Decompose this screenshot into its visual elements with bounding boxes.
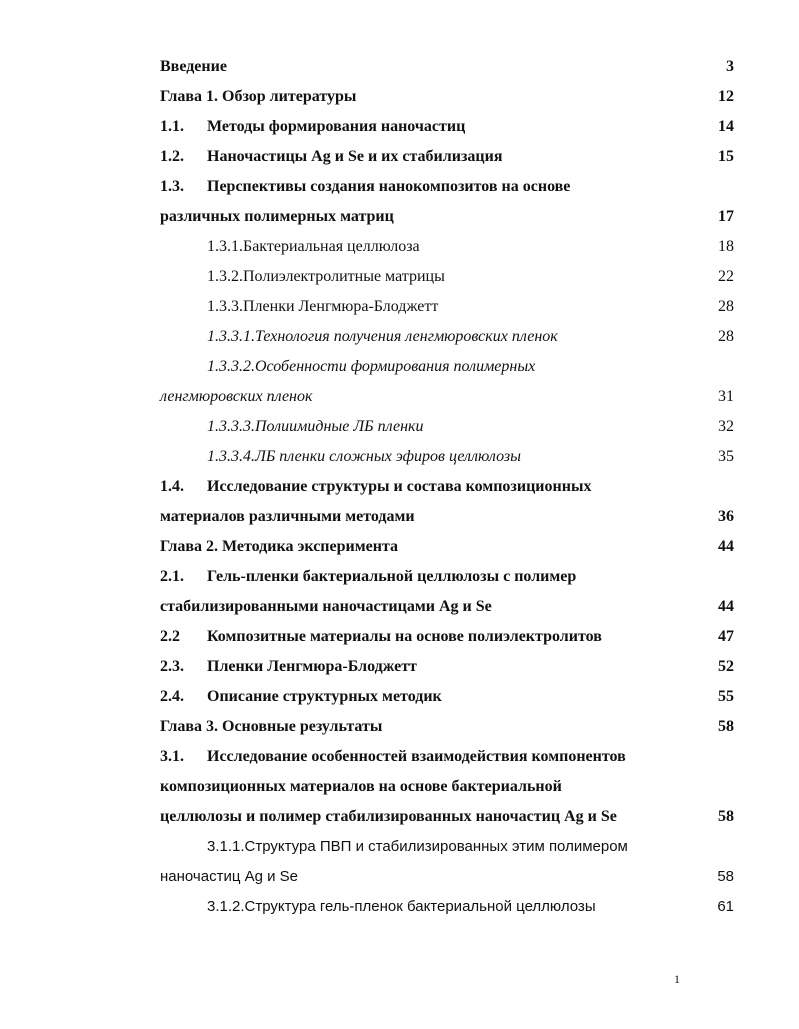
toc-entry-page: 12: [718, 88, 734, 105]
toc-entry-title: 3.1.2.Структура гель-пленок бактериальной целлюлозы: [207, 898, 596, 915]
toc-entry: [160, 865, 734, 889]
toc-entry: [160, 295, 734, 319]
toc-entry-number: 2.3.: [160, 658, 184, 675]
toc-entry-title: Исследование особенностей взаимодействия компонентов: [207, 748, 626, 765]
toc-entry-title: 1.3.3.3.Полиимидные ЛБ пленки: [207, 418, 424, 435]
toc-entry: [160, 355, 734, 379]
toc-entry: [160, 685, 734, 709]
toc-entry: [160, 85, 734, 109]
toc-entry: [160, 505, 734, 529]
toc-entry: [160, 775, 734, 799]
toc-entry-title: 3.1.1.Структура ПВП и стабилизированных этим полимером: [207, 838, 628, 855]
toc-entry-title: Исследование структуры и состава композиционных: [207, 478, 592, 495]
toc-entry-title: 1.3.3.1.Технология получения ленгмюровских пленок: [207, 328, 558, 345]
toc-entry: [160, 235, 734, 259]
toc-entry-number: 2.2: [160, 628, 180, 645]
toc-entry-number: 1.3.: [160, 178, 184, 195]
toc-entry-page: 52: [718, 658, 734, 675]
toc-entry-title: стабилизированными наночастицами Ag и Se: [160, 598, 492, 615]
toc-entry-page: 44: [718, 538, 734, 555]
toc-entry-page: 61: [717, 898, 734, 915]
toc-entry-title: Композитные материалы на основе полиэлектролитов: [207, 628, 602, 645]
toc-entry-page: 3: [726, 58, 734, 75]
toc-entry: [160, 895, 734, 919]
toc-entry: [160, 595, 734, 619]
toc-entry-page: 44: [718, 598, 734, 615]
toc-entry: [160, 325, 734, 349]
toc-entry-title: Описание структурных методик: [207, 688, 442, 705]
toc-entry-title: различных полимерных матриц: [160, 208, 394, 225]
toc-entry: [160, 205, 734, 229]
toc-entry-title: 1.3.3.4.ЛБ пленки сложных эфиров целлюлозы: [207, 448, 521, 465]
toc-entry: [160, 55, 734, 79]
toc-entry-page: 58: [718, 718, 734, 735]
toc-entry: [160, 745, 734, 769]
toc-entry-title: наночастиц Ag и Se: [160, 868, 298, 885]
toc-entry-page: 28: [718, 328, 734, 345]
toc-entry-title: целлюлозы и полимер стабилизированных наночастиц Ag и Se: [160, 808, 617, 825]
toc-entry-number: 3.1.: [160, 748, 184, 765]
toc-entry-page: 17: [718, 208, 734, 225]
toc-entry-title: Глава 2. Методика эксперимента: [160, 538, 399, 555]
toc-entry: [160, 385, 734, 409]
toc-entry: [160, 175, 734, 199]
toc-entry-page: 22: [718, 268, 734, 285]
toc-entry: [160, 625, 734, 649]
toc-entry-number: 1.1.: [160, 118, 184, 135]
toc-entry-number: 2.1.: [160, 568, 184, 585]
toc-entry-page: 55: [718, 688, 734, 705]
toc-entry-title: 1.3.2.Полиэлектролитные матрицы: [207, 268, 445, 285]
toc-entry-title: Перспективы создания нанокомпозитов на основе: [207, 178, 571, 195]
toc-entry-title: 1.3.1.Бактериальная целлюлоза: [207, 238, 420, 255]
toc-entry-title: 1.3.3.Пленки Ленгмюра-Блоджетт: [207, 298, 439, 315]
toc-entry: [160, 115, 734, 139]
page-number: 1: [674, 972, 680, 986]
toc-entry-page: 15: [718, 148, 734, 165]
toc-entry-page: 14: [718, 118, 734, 135]
toc-entry: [160, 715, 734, 739]
toc-entry-page: 58: [717, 868, 734, 885]
toc-entry-number: 1.2.: [160, 148, 184, 165]
toc-entry-title: Наночастицы Ag и Se и их стабилизация: [207, 148, 503, 165]
toc-entry: [160, 565, 734, 589]
toc-entry: [160, 655, 734, 679]
toc-entry-number: 2.4.: [160, 688, 184, 705]
toc-entry: [160, 265, 734, 289]
toc-entry-page: 47: [718, 628, 734, 645]
toc-entry-page: 31: [718, 388, 734, 405]
toc-entry-page: 28: [718, 298, 734, 315]
toc-entry-page: 18: [718, 238, 734, 255]
toc-entry-title: Пленки Ленгмюра-Блоджетт: [207, 658, 417, 675]
toc-entry: [160, 145, 734, 169]
toc-entry-page: 36: [718, 508, 734, 525]
toc-entry: [160, 445, 734, 469]
toc-entry-title: Гель-пленки бактериальной целлюлозы с полимер: [207, 568, 577, 585]
toc-entry: [160, 805, 734, 829]
toc-entry: [160, 475, 734, 499]
toc-entry-title: материалов различными методами: [160, 508, 415, 525]
toc-entry-title: Методы формирования наночастиц: [207, 118, 466, 135]
toc-entry: [160, 415, 734, 439]
toc-entry: [160, 535, 734, 559]
toc-entry-number: 1.4.: [160, 478, 184, 495]
toc-entry-title: Глава 1. Обзор литературы: [160, 88, 357, 105]
toc-entry-title: композиционных материалов на основе бактериальной: [160, 778, 562, 795]
toc-entry-page: 58: [718, 808, 734, 825]
toc-entry-title: Введение: [160, 58, 227, 75]
toc-entry: [160, 835, 734, 859]
toc-entry-title: ленгмюровских пленок: [160, 388, 313, 405]
toc-entry-title: 1.3.3.2.Особенности формирования полимерных: [207, 358, 536, 375]
toc-entry-page: 35: [718, 448, 734, 465]
toc-entry-title: Глава 3. Основные результаты: [160, 718, 383, 735]
toc-entry-page: 32: [718, 418, 734, 435]
